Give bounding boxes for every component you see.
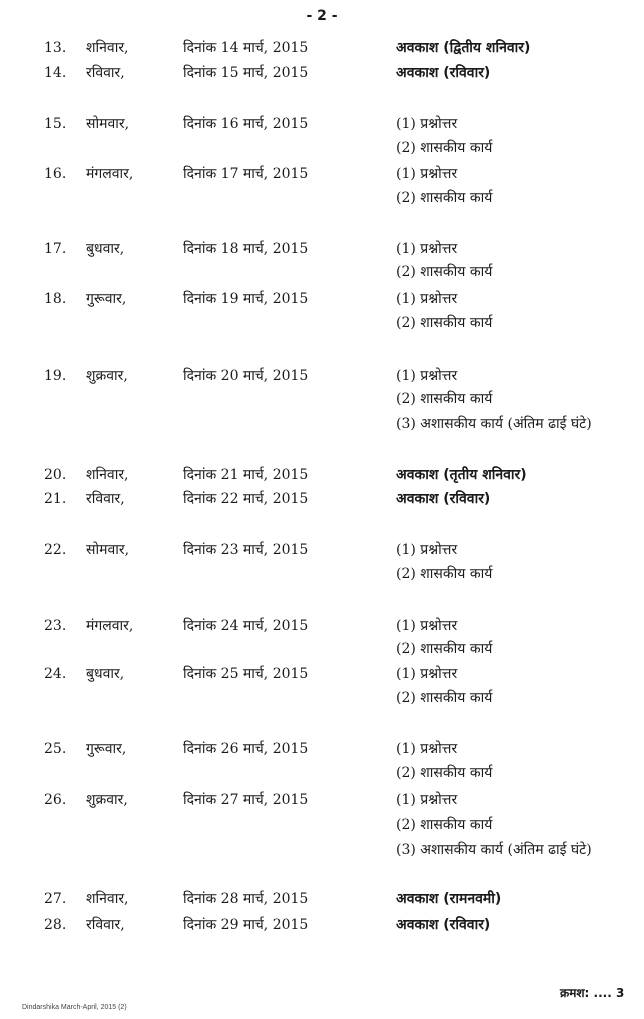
agenda-item: (1) प्रश्नोत्तर [396,116,458,132]
row-day: बुधवार, [86,241,125,257]
row-holiday: अवकाश (रविवार) [396,65,491,81]
row-date: दिनांक 17 मार्च, 2015 [183,166,309,182]
row-day: मंगलवार, [86,618,134,634]
row-number: 21. [44,491,67,507]
schedule-row [0,237,644,261]
agenda-item: (1) प्रश्नोत्तर [396,542,458,558]
agenda-item: (1) प्रश्नोत्तर [396,166,458,182]
schedule-row [0,913,644,937]
row-date: दिनांक 21 मार्च, 2015 [183,467,309,483]
row-number: 14. [44,65,67,81]
row-number: 23. [44,618,67,634]
row-date: दिनांक 15 मार्च, 2015 [183,65,309,81]
row-day: रविवार, [86,65,125,81]
agenda-line [0,387,644,411]
schedule-row [0,61,644,85]
agenda-line [0,637,644,661]
agenda-item: (2) शासकीय कार्य [396,391,493,407]
row-number: 13. [44,40,67,56]
row-day: सोमवार, [86,116,130,132]
row-day: रविवार, [86,491,125,507]
row-day: शनिवार, [86,891,129,907]
row-date: दिनांक 27 मार्च, 2015 [183,792,309,808]
row-number: 18. [44,291,67,307]
agenda-line [0,311,644,335]
agenda-item: (2) शासकीय कार्य [396,140,493,156]
agenda-line [0,813,644,837]
agenda-item: (2) शासकीय कार्य [396,765,493,781]
agenda-item: (1) प्रश्नोत्तर [396,291,458,307]
schedule-row [0,538,644,562]
row-holiday: अवकाश (द्वितीय शनिवार) [396,40,531,56]
row-number: 28. [44,917,67,933]
agenda-item: (2) शासकीय कार्य [396,264,493,280]
schedule-row [0,36,644,60]
row-day: बुधवार, [86,666,125,682]
footer-source: Dindarshika March-April, 2015 (2) [22,1004,127,1011]
row-number: 27. [44,891,67,907]
row-number: 19. [44,368,67,384]
row-day: गुरूवार, [86,741,127,757]
row-number: 20. [44,467,67,483]
agenda-item: (2) शासकीय कार्य [396,641,493,657]
row-holiday: अवकाश (रामनवमी) [396,891,502,907]
schedule-row [0,487,644,511]
row-number: 15. [44,116,67,132]
agenda-item: (2) शासकीय कार्य [396,690,493,706]
row-date: दिनांक 20 मार्च, 2015 [183,368,309,384]
schedule-row [0,364,644,388]
agenda-line [0,838,644,862]
row-number: 25. [44,741,67,757]
agenda-line [0,761,644,785]
row-date: दिनांक 25 मार्च, 2015 [183,666,309,682]
schedule-row [0,662,644,686]
row-number: 26. [44,792,67,808]
agenda-item: (2) शासकीय कार्य [396,817,493,833]
agenda-line [0,186,644,210]
row-day: रविवार, [86,917,125,933]
row-number: 17. [44,241,67,257]
schedule-row [0,287,644,311]
agenda-item: (1) प्रश्नोत्तर [396,618,458,634]
row-number: 16. [44,166,67,182]
row-day: गुरूवार, [86,291,127,307]
agenda-item: (2) शासकीय कार्य [396,190,493,206]
row-date: दिनांक 14 मार्च, 2015 [183,40,309,56]
row-holiday: अवकाश (तृतीय शनिवार) [396,467,527,483]
row-date: दिनांक 26 मार्च, 2015 [183,741,309,757]
row-number: 22. [44,542,67,558]
row-day: सोमवार, [86,542,130,558]
agenda-item: (1) प्रश्नोत्तर [396,666,458,682]
agenda-item: (3) अशासकीय कार्य (अंतिम ढाई घंटे) [396,842,592,858]
agenda-item: (1) प्रश्नोत्तर [396,792,458,808]
row-date: दिनांक 29 मार्च, 2015 [183,917,309,933]
row-day: शनिवार, [86,40,129,56]
agenda-item: (2) शासकीय कार्य [396,315,493,331]
agenda-item: (3) अशासकीय कार्य (अंतिम ढाई घंटे) [396,416,592,432]
row-date: दिनांक 19 मार्च, 2015 [183,291,309,307]
row-date: दिनांक 22 मार्च, 2015 [183,491,309,507]
row-date: दिनांक 23 मार्च, 2015 [183,542,309,558]
agenda-line [0,136,644,160]
page-number: - 2 - [306,8,338,24]
continued-note: क्रमश: .... 3 [560,986,625,1000]
schedule-row [0,737,644,761]
agenda-item: (1) प्रश्नोत्तर [396,368,458,384]
row-day: शुक्रवार, [86,368,128,384]
row-number: 24. [44,666,67,682]
schedule-row [0,788,644,812]
row-holiday: अवकाश (रविवार) [396,491,491,507]
schedule-row [0,614,644,638]
row-date: दिनांक 16 मार्च, 2015 [183,116,309,132]
agenda-line [0,686,644,710]
schedule-row [0,887,644,911]
agenda-item: (2) शासकीय कार्य [396,566,493,582]
row-date: दिनांक 24 मार्च, 2015 [183,618,309,634]
schedule-row [0,463,644,487]
schedule-row [0,162,644,186]
row-day: मंगलवार, [86,166,134,182]
row-holiday: अवकाश (रविवार) [396,917,491,933]
row-day: शनिवार, [86,467,129,483]
agenda-line [0,562,644,586]
row-date: दिनांक 28 मार्च, 2015 [183,891,309,907]
agenda-line [0,260,644,284]
schedule-row [0,112,644,136]
row-day: शुक्रवार, [86,792,128,808]
agenda-line [0,412,644,436]
row-date: दिनांक 18 मार्च, 2015 [183,241,309,257]
agenda-item: (1) प्रश्नोत्तर [396,241,458,257]
agenda-item: (1) प्रश्नोत्तर [396,741,458,757]
